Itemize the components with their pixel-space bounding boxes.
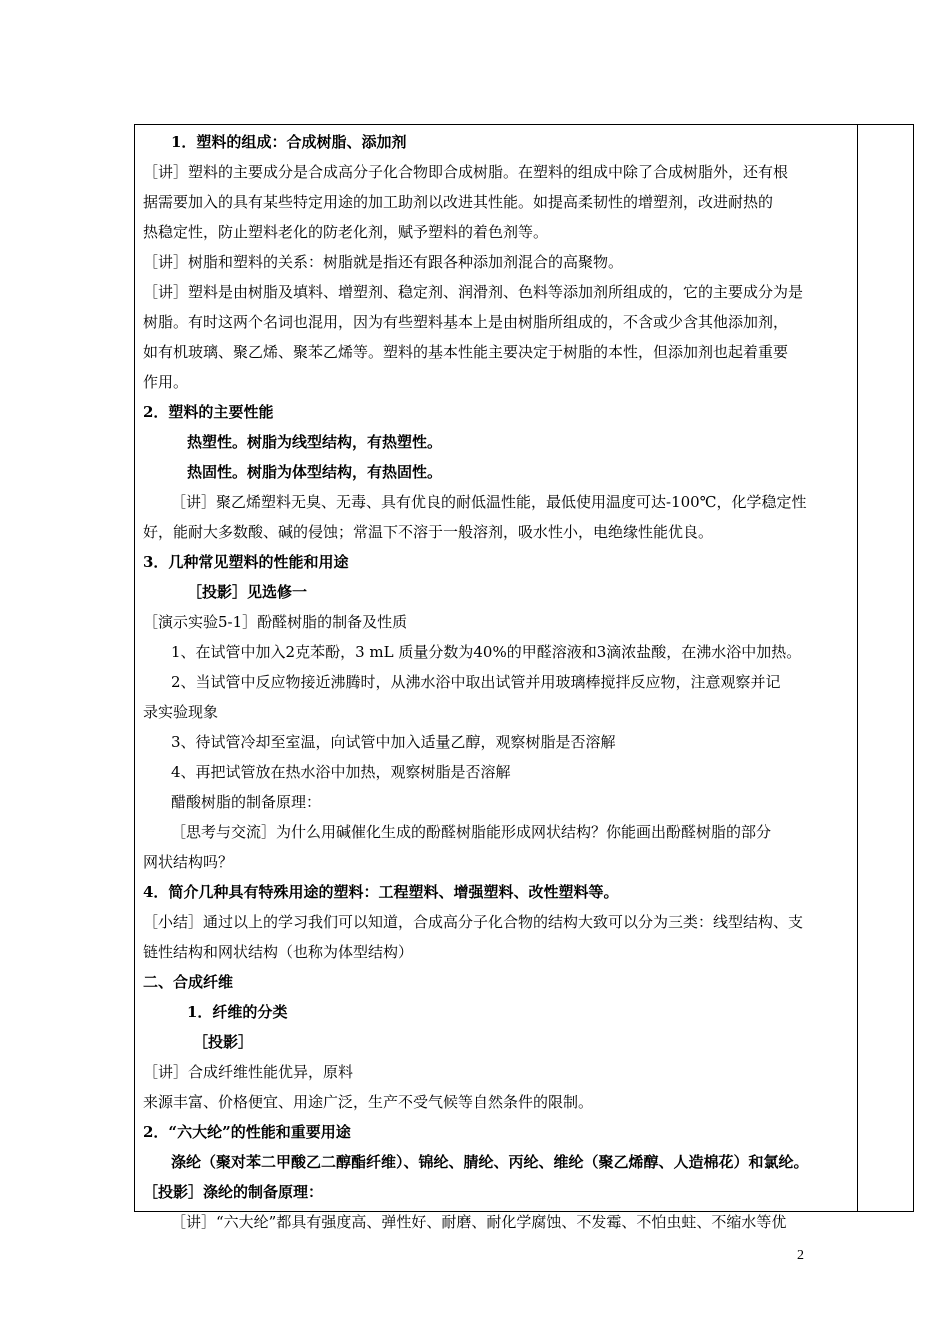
text-line: 1、在试管中加入2克苯酚，3 mL 质量分数为40%的甲醛溶液和3滴浓盐酸，在沸水浴中加热。 [171, 643, 802, 661]
text-line: 3．几种常见塑料的性能和用途 [143, 553, 349, 571]
text-line: ［投影］ [193, 1033, 254, 1051]
text-line: 涤纶（聚对苯二甲酸乙二醇酯纤维）、锦纶、腈纶、丙纶、维纶（聚乙烯醇、人造棉花）和氯纶。 [171, 1153, 809, 1171]
text-line: 好，能耐大多数酸、碱的侵蚀；常温下不溶于一般溶剂，吸水性小，电绝缘性能优良。 [143, 523, 714, 541]
text-line: 如有机玻璃、聚乙烯、聚苯乙烯等。塑料的基本性能主要决定于树脂的本性，但添加剂也起着重要 [143, 343, 789, 361]
text-line: 录实验现象 [143, 703, 219, 721]
text-line: 作用。 [143, 373, 189, 391]
text-line: 醋酸树脂的制备原理： [171, 793, 322, 811]
text-line: ［讲］合成纤维性能优异，原料 [143, 1063, 354, 1081]
text-line: 2．塑料的主要性能 [143, 403, 274, 421]
text-line: 据需要加入的具有某些特定用途的加工助剂以改进其性能。如提高柔韧性的增塑剂，改进耐热的 [143, 193, 774, 211]
page-number: 2 [797, 1248, 804, 1263]
text-line: 二、合成纤维 [143, 973, 234, 991]
text-line: 热固性。树脂为体型结构，有热固性。 [187, 463, 443, 481]
text-line: ［演示实验5-1］酚醛树脂的制备及性质 [143, 613, 408, 631]
text-line: 1．塑料的组成：合成树脂、添加剂 [171, 133, 407, 151]
text-line: 4．简介几种具有特殊用途的塑料：工程塑料、增强塑料、改性塑料等。 [143, 883, 619, 901]
text-line: ［讲］聚乙烯塑料无臭、无毒、具有优良的耐低温性能，最低使用温度可达-100℃，化学稳定性 [171, 493, 807, 511]
text-line: 热稳定性，防止塑料老化的防老化剂，赋予塑料的着色剂等。 [143, 223, 549, 241]
text-line: ［小结］通过以上的学习我们可以知道，合成高分子化合物的结构大致可以分为三类：线型结构、支 [143, 913, 804, 931]
text-line: 2．“六大纶”的性能和重要用途 [143, 1123, 351, 1141]
text-line: 2、当试管中反应物接近沸腾时，从沸水浴中取出试管并用玻璃棒搅拌反应物，注意观察并记 [171, 673, 781, 691]
content-table [134, 124, 914, 1231]
text-line: ［讲］“六大纶”都具有强度高、弹性好、耐磨、耐化学腐蚀、不发霉、不怕虫蛀、不缩水等优 [171, 1213, 787, 1231]
text-line: 1．纤维的分类 [187, 1003, 288, 1021]
text-line: ［投影］涤纶的制备原理： [143, 1183, 324, 1201]
column-divider [857, 125, 858, 1211]
text-line: ［讲］塑料是由树脂及填料、增塑剂、稳定剂、润滑剂、色料等添加剂所组成的，它的主要成分为是 [143, 283, 804, 301]
text-line: 链性结构和网状结构（也称为体型结构） [143, 943, 414, 961]
text-line: 网状结构吗？ [143, 853, 234, 871]
text-line: ［讲］塑料的主要成分是合成高分子化合物即合成树脂。在塑料的组成中除了合成树脂外，还有根 [143, 163, 789, 181]
content-cell [143, 127, 851, 1237]
text-line: 来源丰富、价格便宜、用途广泛，生产不受气候等自然条件的限制。 [143, 1093, 594, 1111]
text-line: 树脂。有时这两个名词也混用，因为有些塑料基本上是由树脂所组成的，不含或少含其他添加剂， [143, 313, 789, 331]
text-line: 热塑性。树脂为线型结构，有热塑性。 [187, 433, 443, 451]
text-line: ［思考与交流］为什么用碱催化生成的酚醛树脂能形成网状结构？你能画出酚醛树脂的部分 [171, 823, 772, 841]
text-line: 4、再把试管放在热水浴中加热，观察树脂是否溶解 [171, 763, 511, 781]
text-line: ［讲］树脂和塑料的关系：树脂就是指还有跟各种添加剂混合的高聚物。 [143, 253, 624, 271]
text-line: ［投影］见选修一 [187, 583, 308, 601]
text-line: 3、待试管冷却至室温，向试管中加入适量乙醇，观察树脂是否溶解 [171, 733, 616, 751]
